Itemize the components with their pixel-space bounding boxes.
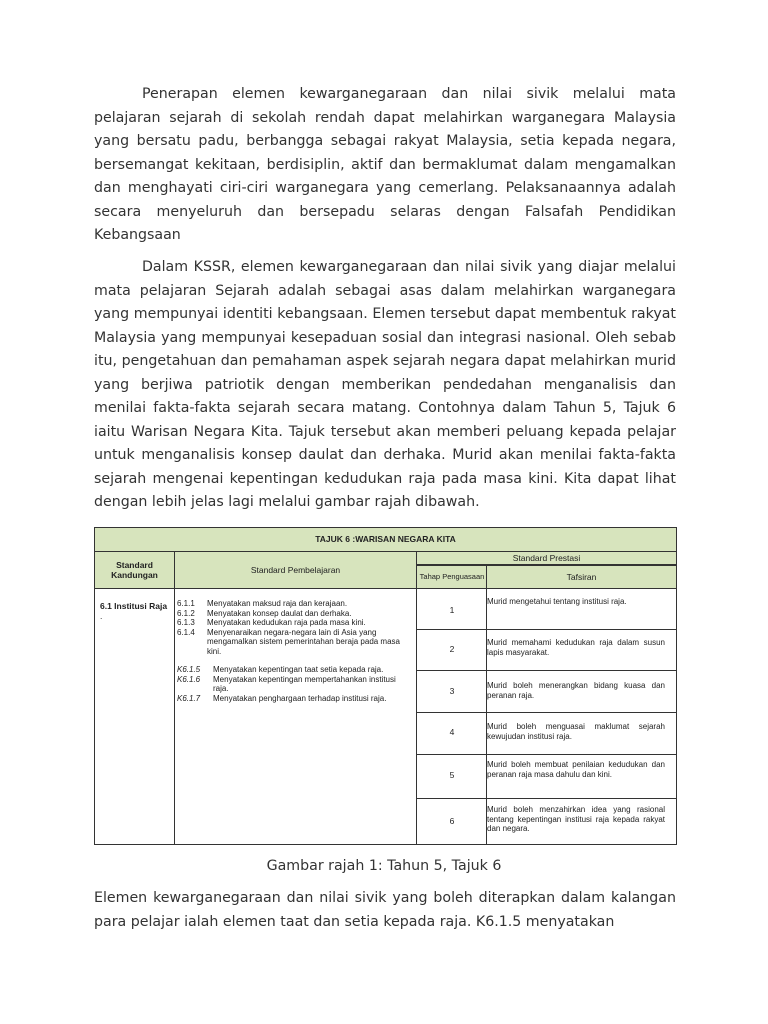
column-divider: [416, 552, 417, 844]
header-standard-kandungan: Standard Kandungan: [95, 552, 174, 589]
tahap-2: 2: [449, 644, 455, 654]
kandungan-text: 6.1 Institusi Raja: [100, 601, 168, 611]
pembelajaran-cell: [177, 599, 407, 703]
tahap-1: 1: [449, 605, 455, 615]
tahap-6: 6: [449, 816, 455, 826]
list-item: [177, 628, 407, 657]
tafsiran-3: Murid boleh menerangkan bidang kuasa dan peranan raja.: [487, 681, 665, 700]
list-item: [177, 694, 407, 704]
item-code: K6.1.7: [177, 693, 201, 703]
item-code: K6.1.5: [177, 665, 201, 674]
item-code: 6.1.3: [177, 618, 195, 627]
paragraph-1: Penerapan elemen kewarganegaraan dan nilai sivik melalui mata pelajaran sejarah di sekolah rendah dapat melahirkan warganegara Malaysia yang bersatu padu, berbangga sebagai rakyat Malaysia, setia kepada negara, bersemangat kekitaan, berdisiplin, aktif dan bermaklumat dalam mengamalkan dan menghayati ciri-ciri warganegara yang cemerlang. Pelaksanaannya adalah secara menyeluruh dan bersepadu selaras dengan Falsafah Pendidikan Kebangsaan: [94, 86, 676, 243]
tafsiran-2: Murid memahami kedudukan raja dalam susun lapis masyarakat.: [487, 638, 665, 657]
tahap-5: 5: [449, 770, 455, 780]
list-item: [177, 618, 407, 628]
row-divider: [417, 754, 676, 755]
row-divider: [417, 629, 676, 630]
paragraph-2: Dalam KSSR, elemen kewarganegaraan dan nilai sivik yang diajar melalui mata pelajaran Sejarah adalah sebagai asas dalam melahirkan warganegara yang mempunyai identiti kebangsaan. Elemen tersebut dapat membentuk rakyat Malaysia yang mempunyai kesepaduan sosial dan integrasi nasional. Oleh sebab itu, pengetahuan dan pemahaman aspek sejarah negara dapat melahirkan murid yang berjiwa patriotik dengan memberikan pendedahan menganalisis dan menilai fakta-fakta sejarah secara matang. Contohnya dalam Tahun 5, Tajuk 6 iaitu Warisan Negara Kita. Tajuk tersebut akan memberi peluang kepada pelajar untuk menganalisis konsep daulat dan derhaka. Murid akan menilai fakta-fakta sejarah mengenai kepentingan kedudukan raja pada masa kini. Kita dapat lihat dengan lebih jelas lagi melalui gambar rajah dibawah.: [94, 259, 676, 510]
list-item: [177, 599, 407, 609]
column-divider: [174, 552, 175, 844]
tafsiran-1: Murid mengetahui tentang institusi raja.: [487, 597, 627, 606]
item-text: Menyatakan kepentingan mempertahankan institusi raja.: [213, 674, 396, 693]
row-divider: [417, 712, 676, 713]
figure-caption: Gambar rajah 1: Tahun 5, Tajuk 6: [266, 858, 502, 874]
item-text: Menyatakan kedudukan raja pada masa kini.: [207, 618, 366, 627]
item-text: Menyatakan konsep daulat dan derhaka.: [207, 608, 352, 618]
header-standard-prestasi: Standard Prestasi: [417, 552, 676, 565]
item-code: K6.1.6: [177, 674, 201, 684]
tafsiran-6: Murid boleh menzahirkan idea yang rasional tentang kepentingan institusi raja kepada rakyat dan negara.: [487, 805, 665, 833]
tahap-3: 3: [449, 686, 455, 696]
paragraph-3: Elemen kewarganegaraan dan nilai sivik yang boleh diterapkan dalam kalangan para pelajar ialah elemen taat dan setia kepada raja. K6.1.5 menyatakan: [94, 890, 676, 930]
figure-title: TAJUK 6 :WARISAN NEGARA KITA: [95, 528, 676, 552]
curriculum-table-figure: [94, 527, 677, 845]
header-tafsiran: Tafsiran: [487, 565, 676, 589]
list-item: [177, 675, 407, 694]
tahap-4: 4: [449, 727, 455, 737]
kandungan-cell: [100, 601, 168, 621]
list-item: [177, 665, 407, 675]
item-code: 6.1.4: [177, 627, 195, 637]
item-text: Menyenaraikan negara-negara lain di Asia yang mengamalkan sistem pemerintahan beraja pada masa kini.: [207, 627, 400, 656]
item-text: Menyatakan maksud raja dan kerajaan.: [207, 599, 348, 608]
tafsiran-4: Murid boleh menguasai maklumat sejarah kewujudan institusi raja.: [487, 722, 665, 741]
header-tahap-penguasaan: Tahap Penguasaan: [417, 565, 487, 589]
item-text: Menyatakan penghargaan terhadap institusi raja.: [213, 693, 387, 703]
list-item: [177, 609, 407, 619]
kandungan-dot: .: [100, 611, 103, 621]
tafsiran-5: Murid boleh membuat penilaian kedudukan dan peranan raja masa dahulu dan kini.: [487, 760, 665, 779]
item-code: 6.1.2: [177, 608, 195, 618]
item-code: 6.1.1: [177, 599, 195, 608]
row-divider: [417, 565, 676, 566]
header-standard-pembelajaran: Standard Pembelajaran: [174, 552, 417, 589]
row-divider: [417, 670, 676, 671]
item-text: Menyatakan kepentingan taat setia kepada raja.: [213, 665, 384, 674]
row-divider: [417, 798, 676, 799]
